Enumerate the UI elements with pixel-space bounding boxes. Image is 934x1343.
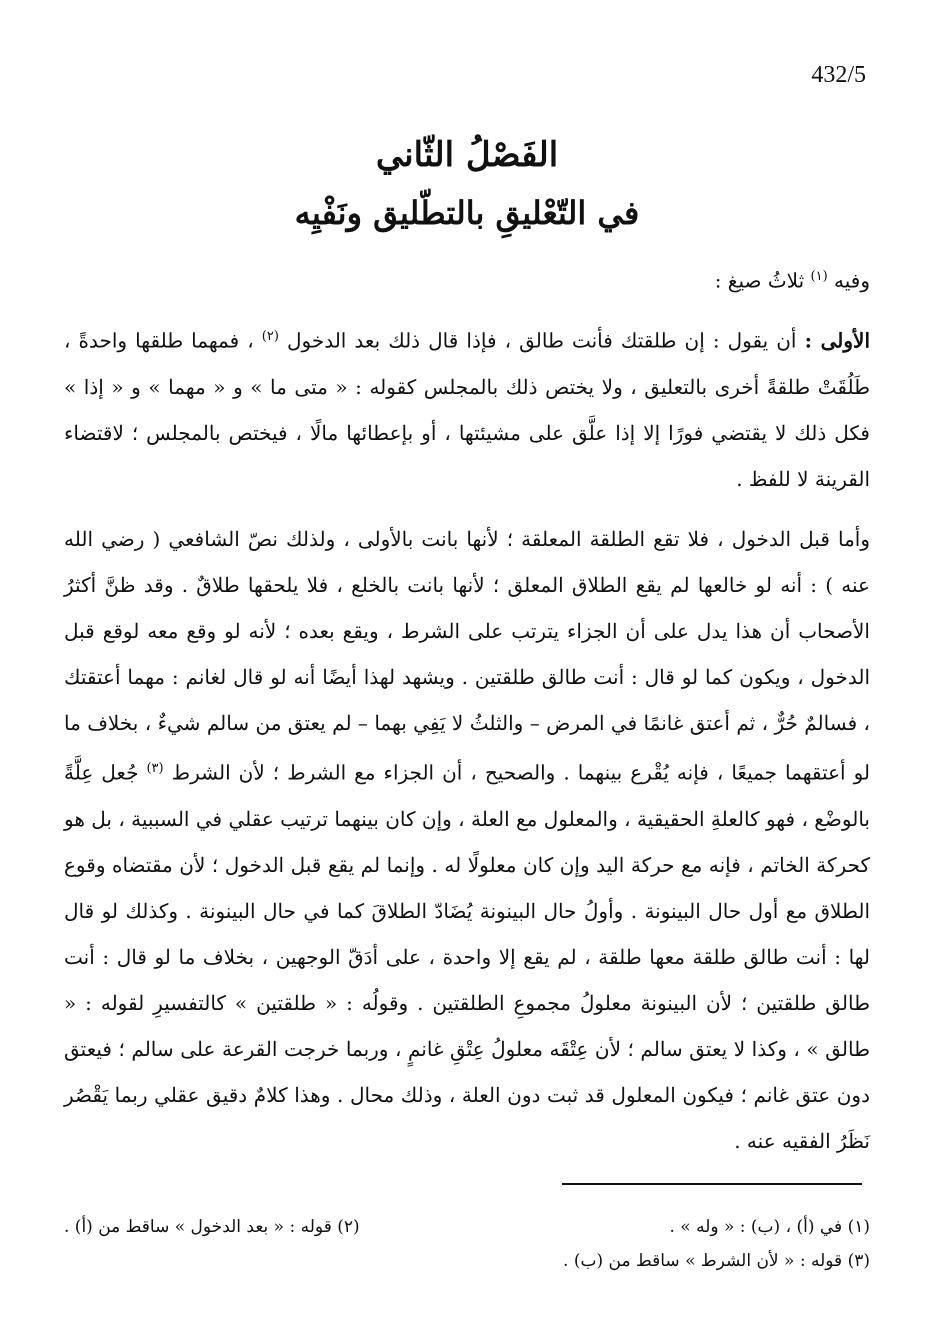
footnote-row — [64, 1210, 870, 1244]
footnote-row — [64, 1244, 870, 1278]
footnote-ref-1: (١) — [810, 269, 828, 284]
paragraph-text: جُعل عِلَّةً بالوضْع ، فهو كالعلةِ الحقيقية ، والمعلول مع العلة ، وإن كان بينهما ترتيب عقلي في السببية ، بل هو كحركة الخاتم ، فإنه مع حركة اليد وإن كان معلولًا له . وإنما لم يقع قبل الدخول ؛ لأن مقتضاه وقوع الطلاق مع أول حال البينونة . وأولُ حال البينونة يُضَادّ الطلاقَ كما في حال البينونة . وكذلك لو قال لها : أنت طالق طلقة معها طلقة ، لم يقع إلا واحدة ، على أدَقّ الوجهين ، بخلاف ما لو قال : أنت طالق طلقتين ؛ لأن البينونة معلولُ مجموعِ الطلقتين . وقولُه : « طلقتين » كالتفسيرِ لقوله : « طالق » ، وكذا لا يعتق سالم ؛ لأن عِتْقَه معلولُ عِتْقِ غانمٍ ، وربما خرجت القرعة على سالم ؛ فيعتق دون عتق غانم ؛ فيكون المعلول قد ثبت دون العلة ، وذلك محال . وهذا كلامٌ دقيق عقلي ربما يَقْصُر نَظَرُ الفقيه عنه . — [64, 760, 870, 1153]
chapter-subtitle: في التّعْليقِ بالتطّليق ونَفْيِه — [294, 194, 640, 232]
footnote-divider — [562, 1183, 862, 1185]
paragraph-before-consummation — [64, 516, 870, 1164]
footnote-ref-2: (٢) — [261, 329, 279, 344]
page-number: 432/5 — [811, 62, 866, 88]
intro-paragraph — [64, 254, 870, 304]
footnote-3: (٣) قوله : « لأن الشرط » ساقط من (ب) . — [563, 1251, 870, 1271]
chapter-title: الفَصْلُ الثّاني — [375, 135, 559, 175]
paragraph-text: ، فمهما طلقها واحدةً ، طَلُقَتْ طلقةً أخرى بالتعليق ، ولا يختص ذلك بالمجلس كقوله : « متى ما » و « مهما » و « إذا » فكل ذلك لا يقتضي فورًا إلا إذا علَّق على مشيئتها ، أو بإعطائها مالًا ، فيختص بالمجلس ؛ لاقتضاء القرينة لا للفظ . — [64, 328, 870, 491]
paragraph-text: أن يقول : إن طلقتك فأنت طالق ، فإذا قال ذلك بعد الدخول — [278, 328, 805, 353]
footnote-ref-3: (٣) — [146, 761, 164, 776]
intro-text-after: ثلاثُ صيغ : — [714, 268, 811, 293]
paragraph-text: وأما قبل الدخول ، فلا تقع الطلقة المعلقة ؛ لأنها بانت بالأولى ، ولذلك نصّ الشافعي ( رضي الله عنه ) : أنه لو خالعها لم يقع الطلاق المعلق ؛ لأنها بانت بالخلع ، فلا يلحقها طلاقٌ . وقد ظنَّ أكثرُ الأصحاب أن هذا يدل على أن الجزاء يترتب على الشرط ، ويقع بعده ؛ لأنه لو وقع معه لوقع قبل الدخول ، ويكون كما لو قال : أنت طالق طلقتين . ويشهد لهذا أيضًا أنه لو قال لغانم : مهما أعتقتك ، فسالمٌ حُرٌّ ، ثم أعتق غانمًا في المرض – والثلثُ لا يَفِي بهما – لم يعتق من سالم شيءٌ ، بخلاف ما لو أعتقهما جميعًا ، فإنه يُقْرع بينهما . والصحيح ، أن الجزاء مع الشرط ؛ لأن الشرط — [64, 527, 870, 785]
paragraph-first-form — [64, 314, 870, 502]
intro-text-before: وفيه — [827, 268, 870, 293]
footnotes — [64, 1210, 870, 1278]
paragraph-label: الأولى : — [804, 328, 871, 353]
footnote-1: (١) في (أ) ، (ب) : « وله » . — [669, 1217, 870, 1237]
footnote-2: (٢) قوله : « بعد الدخول » ساقط من (أ) . — [64, 1217, 360, 1237]
